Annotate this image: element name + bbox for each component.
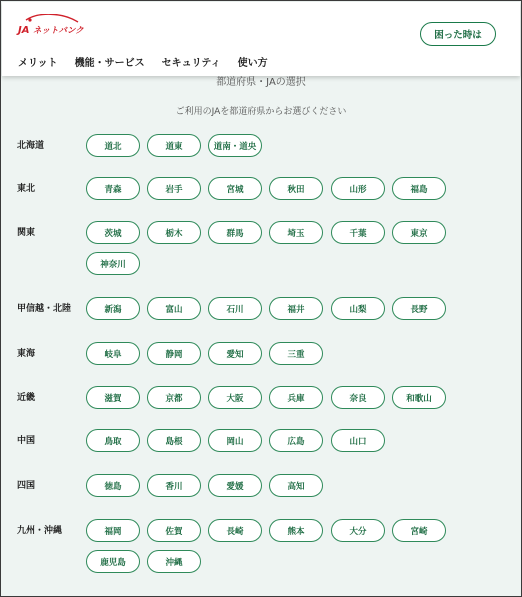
ja-netbank-logo[interactable] (16, 14, 88, 40)
prefecture-button[interactable]: 群馬 (208, 221, 262, 244)
prefecture-button[interactable]: 山口 (331, 429, 385, 452)
logo-icon (16, 14, 88, 40)
prefecture-button[interactable]: 栃木 (147, 221, 201, 244)
prefecture-button[interactable]: 福井 (269, 297, 323, 320)
prefecture-button[interactable]: 長野 (392, 297, 446, 320)
prefecture-button[interactable]: 山梨 (331, 297, 385, 320)
prefecture-button[interactable]: 三重 (269, 342, 323, 365)
prefecture-button[interactable]: 山形 (331, 177, 385, 200)
region-label: 東海 (17, 349, 36, 359)
prefecture-button[interactable]: 秋田 (269, 177, 323, 200)
prefecture-button[interactable]: 滋賀 (86, 386, 140, 409)
prefecture-button[interactable]: 宮城 (208, 177, 262, 200)
prefecture-button[interactable]: 高知 (269, 474, 323, 497)
prefecture-button[interactable]: 大阪 (208, 386, 262, 409)
prefecture-button[interactable]: 鹿児島 (86, 550, 140, 573)
page-subtitle: ご利用のJAを都道府県からお選びください (175, 107, 347, 117)
prefecture-button[interactable]: 道南・道央 (208, 134, 262, 157)
site-header (2, 2, 520, 76)
region-label: 甲信越・北陸 (17, 304, 72, 314)
prefecture-button[interactable]: 香川 (147, 474, 201, 497)
prefecture-button[interactable]: 奈良 (331, 386, 385, 409)
prefecture-button[interactable]: 岩手 (147, 177, 201, 200)
prefecture-button[interactable]: 熊本 (269, 519, 323, 542)
prefecture-button[interactable]: 青森 (86, 177, 140, 200)
prefecture-button[interactable]: 兵庫 (269, 386, 323, 409)
prefecture-button[interactable]: 道北 (86, 134, 140, 157)
main-nav (18, 54, 268, 69)
region-label: 北海道 (17, 141, 45, 151)
prefecture-button[interactable]: 東京 (392, 221, 446, 244)
prefecture-button[interactable]: 佐賀 (147, 519, 201, 542)
prefecture-button[interactable]: 沖縄 (147, 550, 201, 573)
prefecture-button[interactable]: 福島 (392, 177, 446, 200)
prefecture-button[interactable]: 徳島 (86, 474, 140, 497)
prefecture-button[interactable]: 神奈川 (86, 252, 140, 275)
prefecture-button[interactable]: 埼玉 (269, 221, 323, 244)
region-label: 近畿 (17, 393, 36, 403)
prefecture-button[interactable]: 和歌山 (392, 386, 446, 409)
prefecture-button[interactable]: 鳥取 (86, 429, 140, 452)
prefecture-button[interactable]: 石川 (208, 297, 262, 320)
prefecture-button[interactable]: 岡山 (208, 429, 262, 452)
region-label: 九州・沖縄 (17, 526, 63, 536)
region-label: 東北 (17, 184, 36, 194)
prefecture-button[interactable]: 富山 (147, 297, 201, 320)
prefecture-button[interactable]: 千葉 (331, 221, 385, 244)
prefecture-button[interactable]: 京都 (147, 386, 201, 409)
prefecture-button[interactable]: 宮崎 (392, 519, 446, 542)
prefecture-button[interactable]: 大分 (331, 519, 385, 542)
prefecture-button[interactable]: 道東 (147, 134, 201, 157)
nav-item-usage[interactable]: 使い方 (237, 58, 268, 69)
prefecture-button[interactable]: 島根 (147, 429, 201, 452)
nav-item-merit[interactable]: メリット (18, 58, 58, 69)
help-button[interactable]: 困った時は (420, 22, 496, 46)
region-label: 関東 (17, 228, 36, 238)
svg-text:ネットバンク: ネットバンク (33, 26, 84, 36)
section-title: 都道府県・JAの選択 (216, 77, 306, 88)
prefecture-button[interactable]: 新潟 (86, 297, 140, 320)
svg-text:JA: JA (18, 25, 30, 36)
nav-item-security[interactable]: セキュリティ (161, 58, 221, 69)
prefecture-button[interactable]: 長崎 (208, 519, 262, 542)
prefecture-button[interactable]: 福岡 (86, 519, 140, 542)
prefecture-button[interactable]: 愛媛 (208, 474, 262, 497)
prefecture-button[interactable]: 愛知 (208, 342, 262, 365)
prefecture-button[interactable]: 広島 (269, 429, 323, 452)
prefecture-button[interactable]: 岐阜 (86, 342, 140, 365)
region-label: 中国 (17, 436, 36, 446)
prefecture-button[interactable]: 静岡 (147, 342, 201, 365)
nav-item-features[interactable]: 機能・サービス (74, 58, 145, 69)
region-label: 四国 (17, 481, 36, 491)
prefecture-button[interactable]: 茨城 (86, 221, 140, 244)
